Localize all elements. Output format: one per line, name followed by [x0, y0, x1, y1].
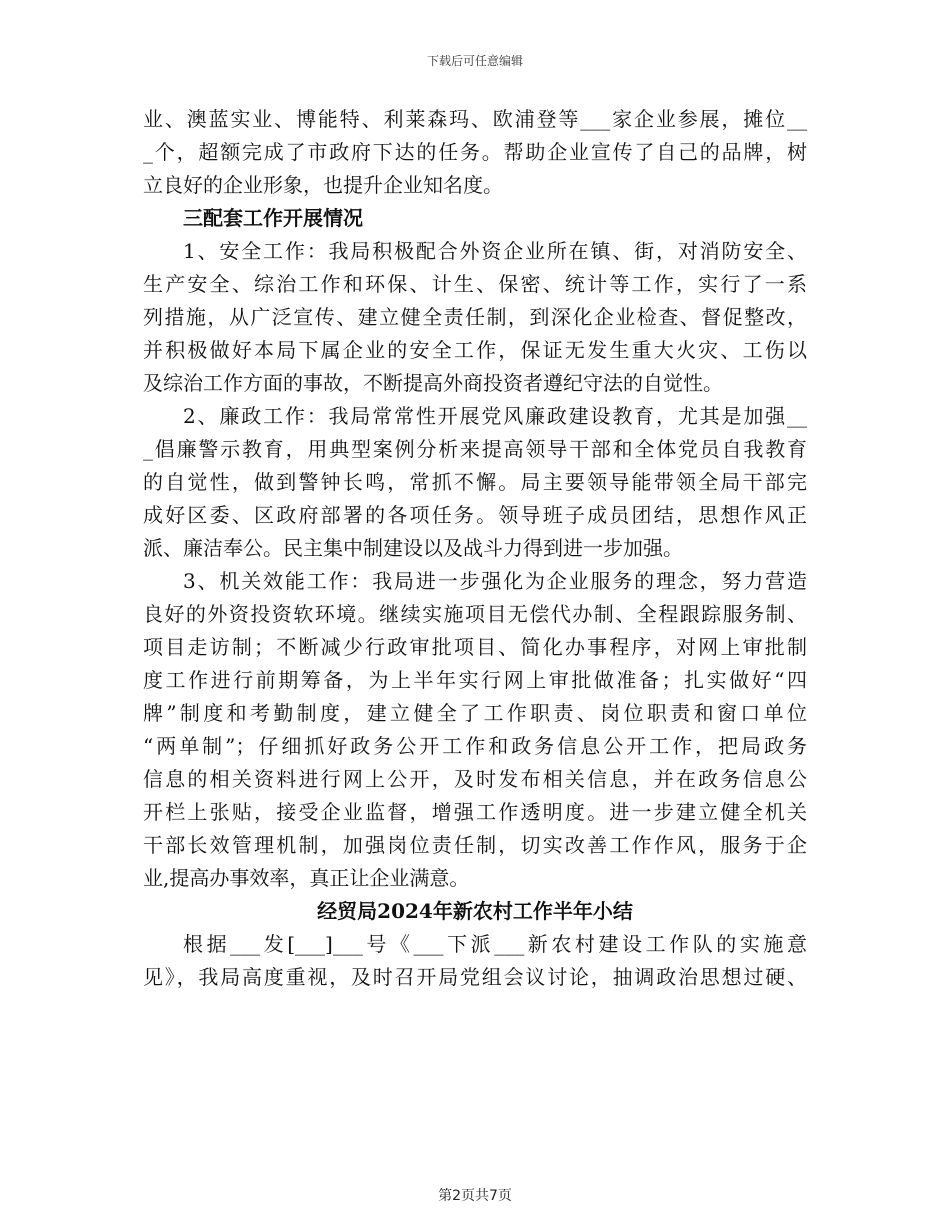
document-body: [143, 103, 807, 994]
section-heading: 三配套工作开展情况: [183, 206, 363, 230]
text-line: 业、澳蓝实业、博能特、利莱森玛、欧浦登等___家企业参展，摊位__: [143, 107, 807, 131]
text-line: 生产安全、综治工作和环保、计生、保密、统计等工作，实行了一系: [143, 272, 807, 296]
text-line: 良好的外资投资软环境。继续实施项目无偿代办制、全程跟踪服务制、: [143, 602, 807, 626]
text-line: 列措施，从广泛宣传、建立健全责任制，到深化企业检查、督促整改，: [143, 305, 807, 329]
text-line: 2、廉政工作：我局常常性开展党风廉政建设教育，尤其是加强__: [183, 404, 807, 428]
text-line: 开栏上张贴，接受企业监督，增强工作透明度。进一步建立健全机关: [143, 800, 807, 824]
text-line: 见》，我局高度重视，及时召开局党组会议讨论，抽调政治思想过硬、: [143, 965, 807, 989]
text-line: 根据___发[___]___号《___下派___新农村建设工作队的实施意: [183, 932, 807, 956]
section-title: 经贸局2024年新农村工作半年小结: [317, 899, 633, 923]
text-line: 及综治工作方面的事故，不断提高外商投资者遵纪守法的自觉性。: [143, 371, 723, 395]
text-line: “两单制”；仔细抓好政务公开工作和政务信息公开工作，把局政务: [143, 734, 807, 758]
text-line: 3、机关效能工作：我局进一步强化为企业服务的理念，努力营造: [183, 569, 807, 593]
text-line: 的自觉性，做到警钟长鸣，常抓不懈。局主要领导能带领全局干部完: [143, 470, 807, 494]
text-line: 度工作进行前期筹备，为上半年实行网上审批做准备；扎实做好“四: [143, 668, 807, 692]
text-line: 1、安全工作：我局积极配合外资企业所在镇、街，对消防安全、: [183, 239, 807, 263]
text-line: _个，超额完成了市政府下达的任务。帮助企业宣传了自己的品牌，树: [143, 140, 807, 164]
text-line: 项目走访制；不断减少行政审批项目、简化办事程序，对网上审批制: [143, 635, 807, 659]
text-line: 业,提高办事效率，真正让企业满意。: [143, 866, 470, 890]
text-line: 并积极做好本局下属企业的安全工作，保证无发生重大火灾、工伤以: [143, 338, 807, 362]
page-footer: 第2页共7页: [438, 1188, 512, 1204]
text-line: 立良好的企业形象，也提升企业知名度。: [143, 173, 503, 197]
page-header: 下载后可任意编辑: [426, 54, 523, 68]
text-line: _倡廉警示教育，用典型案例分析来提高领导干部和全体党员自我教育: [143, 437, 807, 461]
text-line: 牌”制度和考勤制度，建立健全了工作职责、岗位职责和窗口单位: [143, 701, 807, 725]
text-line: 信息的相关资料进行网上公开，及时发布相关信息，并在政务信息公: [143, 767, 807, 791]
text-line: 干部长效管理机制，加强岗位责任制，切实改善工作作风，服务于企: [143, 833, 807, 857]
text-line: 成好区委、区政府部署的各项任务。领导班子成员团结，思想作风正: [143, 503, 807, 527]
text-line: 派、廉洁奉公。民主集中制建设以及战斗力得到进一步加强。: [143, 536, 683, 560]
